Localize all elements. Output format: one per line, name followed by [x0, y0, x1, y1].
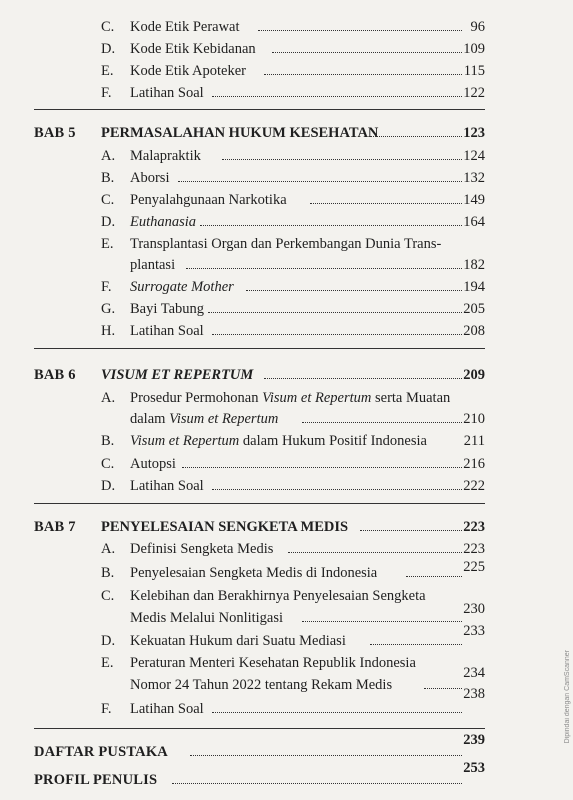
- toc-entry: B. Penyelesaian Sengketa Medis di Indonesia 225: [101, 559, 485, 581]
- toc-entry-page-extra: 238: [463, 686, 485, 702]
- toc-entry: E. Peraturan Menteri Kesehatan Republik Indonesia: [101, 655, 416, 671]
- chapter-heading-bab5: BAB 5 PERMASALAHAN HUKUM KESEHATAN 123: [34, 125, 485, 141]
- toc-entry: D. Euthanasia 164: [101, 214, 485, 230]
- divider: [34, 503, 485, 504]
- toc-entry: F. Latihan Soal 122: [101, 85, 485, 101]
- toc-entry: F. Surrogate Mother 194: [101, 279, 485, 295]
- toc-entry: C. Penyalahgunaan Narkotika 149: [101, 192, 485, 208]
- toc-profil-penulis: PROFIL PENULIS 253: [34, 760, 485, 788]
- toc-entry-continuation: Nomor 24 Tahun 2022 tentang Rekam Medis 234: [130, 665, 485, 693]
- divider: [34, 348, 485, 349]
- toc-entry: E. Kode Etik Apoteker 115: [101, 63, 485, 79]
- toc-entry: E. Transplantasi Organ dan Perkembangan Dunia Trans-: [101, 236, 442, 252]
- toc-entry: D. Kekuatan Hukum dari Suatu Mediasi 233: [101, 623, 485, 649]
- chapter-heading-bab7: BAB 7 PENYELESAIAN SENGKETA MEDIS 223: [34, 519, 485, 535]
- toc-entry-continuation: plantasi 182: [130, 257, 485, 273]
- toc-entry: A. Malapraktik 124: [101, 148, 485, 164]
- toc-entry: F. Latihan Soal: [0, 700, 573, 718]
- toc-entry: D. Latihan Soal 222: [101, 478, 485, 494]
- toc-entry: D. Kode Etik Kebidanan 109: [101, 41, 485, 57]
- toc-entry: B. Aborsi 132: [101, 170, 485, 186]
- toc-daftar-pustaka: DAFTAR PUSTAKA 239: [34, 732, 485, 760]
- scanner-watermark: Dipindai dengan CamScanner: [564, 650, 571, 744]
- toc-entry: C. Autopsi 216: [101, 456, 485, 472]
- divider: [34, 109, 485, 110]
- chapter-heading-bab6: BAB 6 VISUM ET REPERTUM 209: [34, 367, 485, 383]
- toc-entry-continuation: Medis Melalui Nonlitigasi 230: [130, 601, 485, 626]
- toc-entry: A. Definisi Sengketa Medis 223: [101, 541, 485, 557]
- toc-entry: C. Kelebihan dan Berakhirnya Penyelesaian Sengketa: [101, 588, 426, 604]
- toc-entry: G. Bayi Tabung 205: [101, 301, 485, 317]
- toc-entry: A. Prosedur Permohonan Visum et Repertum serta Muatan: [101, 390, 451, 406]
- toc-entry: B. Visum et Repertum dalam Hukum Positif Indonesia 211: [101, 433, 485, 449]
- toc-entry: C. Kode Etik Perawat 96: [101, 19, 485, 35]
- divider: [34, 728, 485, 729]
- toc-entry: H. Latihan Soal 208: [101, 323, 485, 339]
- toc-entry-continuation: dalam Visum et Repertum 210: [130, 411, 485, 427]
